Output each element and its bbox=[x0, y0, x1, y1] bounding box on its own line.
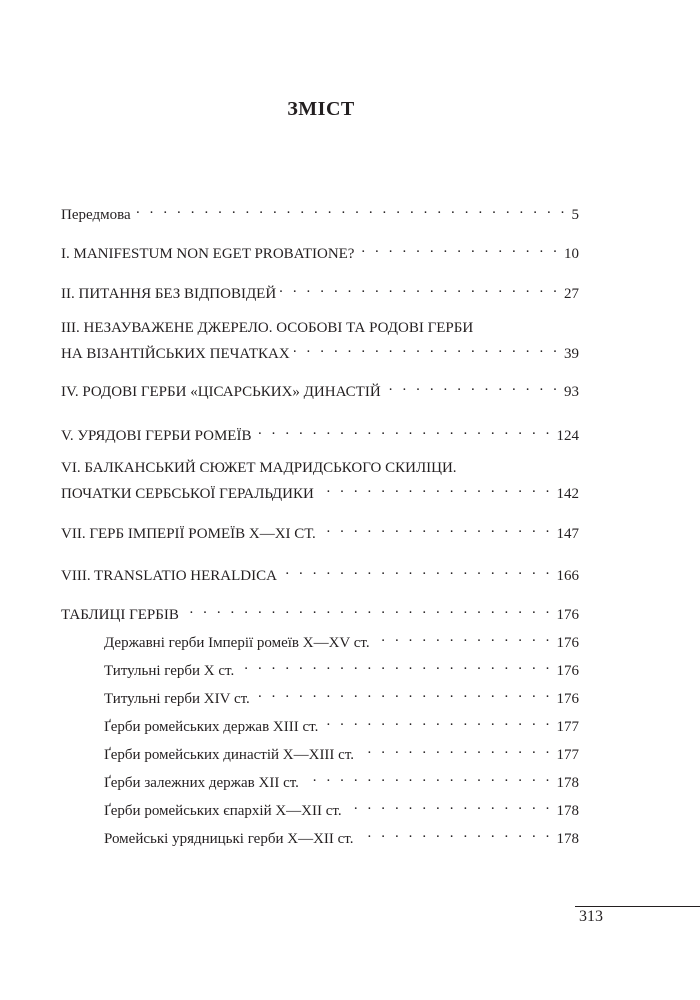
toc-subentry[interactable] bbox=[104, 655, 579, 681]
toc-subentry[interactable] bbox=[104, 627, 579, 653]
toc-entry[interactable] bbox=[61, 599, 579, 625]
toc-entry-text: VIII. TRANSLATIO HERALDICA bbox=[61, 568, 277, 584]
leader-dots bbox=[281, 560, 553, 580]
leader-dots bbox=[183, 599, 553, 619]
toc-entry[interactable] bbox=[61, 560, 579, 586]
leader-dots bbox=[374, 627, 553, 647]
toc-page-number: 178 bbox=[556, 775, 579, 791]
page-title: ЗМІСТ bbox=[287, 98, 355, 120]
toc-page-number: 178 bbox=[556, 831, 579, 847]
toc-subentry[interactable] bbox=[104, 739, 579, 765]
toc-entry-text: VII. ГЕРБ ІМПЕРІЇ РОМЕЇВ X—XI СТ. bbox=[61, 526, 316, 542]
toc-page-number: 5 bbox=[571, 207, 579, 223]
toc-entry-text: VI. БАЛКАНСЬКИЙ СЮЖЕТ МАДРИДСЬКОГО СКИЛІЦИ. bbox=[61, 460, 457, 476]
toc-entry[interactable] bbox=[61, 318, 579, 364]
toc-subentry-text: Ромейські урядницькі герби X—XII ст. bbox=[104, 831, 354, 847]
toc-page-number: 176 bbox=[556, 691, 579, 707]
leader-dots bbox=[318, 478, 553, 498]
toc-subentry-text: Титульні герби XIV ст. bbox=[104, 691, 250, 707]
page-number: 313 bbox=[579, 908, 603, 925]
leader-dots bbox=[280, 278, 560, 298]
leader-dots bbox=[294, 338, 560, 358]
leader-dots bbox=[385, 376, 560, 396]
leader-dots bbox=[320, 518, 553, 538]
toc-subentry[interactable] bbox=[104, 683, 579, 709]
toc-entry[interactable] bbox=[61, 518, 579, 544]
toc-entry-text: III. НЕЗАУВАЖЕНЕ ДЖЕРЕЛО. ОСОБОВІ ТА РОДОВІ ГЕРБИ bbox=[61, 320, 474, 336]
toc-page-number: 176 bbox=[556, 635, 579, 651]
toc-page-number: 177 bbox=[556, 747, 579, 763]
toc-subentry-text: Ґерби ромейських єпархій X—XII ст. bbox=[104, 803, 342, 819]
toc-subentry-text: Ґерби залежних держав XII ст. bbox=[104, 775, 299, 791]
toc-entry[interactable] bbox=[61, 238, 579, 264]
toc-entry-text: ТАБЛИЦІ ГЕРБІВ bbox=[61, 607, 179, 623]
toc-entry[interactable] bbox=[61, 278, 579, 304]
toc-entry-text-continued: НА ВІЗАНТІЙСЬКИХ ПЕЧАТКАХ bbox=[61, 346, 290, 362]
toc-entry-text: IV. РОДОВІ ГЕРБИ «ЦІСАРСЬКИХ» ДИНАСТІЙ bbox=[61, 384, 381, 400]
leader-dots bbox=[254, 683, 553, 703]
toc-subentry-text: Державні герби Імперії ромеїв X—XV ст. bbox=[104, 635, 370, 651]
leader-dots bbox=[255, 420, 552, 440]
toc-page-number: 147 bbox=[556, 526, 579, 542]
leader-dots bbox=[238, 655, 552, 675]
leader-dots bbox=[358, 823, 553, 843]
toc-entry[interactable] bbox=[61, 420, 579, 446]
folio-rule bbox=[575, 906, 700, 907]
toc-subentry-text: Титульні герби X ст. bbox=[104, 663, 235, 679]
toc-entry-text: Передмова bbox=[61, 207, 131, 223]
toc-entry-text: II. ПИТАННЯ БЕЗ ВІДПОВІДЕЙ bbox=[61, 286, 277, 302]
toc-subentry-text: Ґерби ромейських держав XIII ст. bbox=[104, 719, 319, 735]
toc-page-number: 142 bbox=[556, 486, 579, 502]
toc-page-number: 177 bbox=[556, 719, 579, 735]
toc-entry-text: V. УРЯДОВІ ГЕРБИ РОМЕЇВ bbox=[61, 428, 252, 444]
toc-subentry[interactable] bbox=[104, 767, 579, 793]
toc-page-number: 27 bbox=[564, 286, 579, 302]
toc-subentry[interactable] bbox=[104, 823, 579, 849]
leader-dots bbox=[303, 767, 553, 787]
toc-entry-text-continued: ПОЧАТКИ СЕРБСЬКОЇ ГЕРАЛЬДИКИ bbox=[61, 486, 314, 502]
toc-entry[interactable] bbox=[61, 376, 579, 402]
toc-page-number: 93 bbox=[564, 384, 579, 400]
toc-page-number: 166 bbox=[556, 568, 579, 584]
toc-page-number: 178 bbox=[556, 803, 579, 819]
leader-dots bbox=[135, 199, 568, 219]
toc-subentry[interactable] bbox=[104, 795, 579, 821]
toc-entry-text: I. MANIFESTUM NON EGET PROBATIONE? bbox=[61, 246, 355, 262]
toc-subentry-text: Ґерби ромейських династій X—XIII ст. bbox=[104, 747, 355, 763]
toc-page-number: 176 bbox=[556, 663, 579, 679]
leader-dots bbox=[358, 238, 560, 258]
toc-page-number: 124 bbox=[556, 428, 579, 444]
toc-page-number: 39 bbox=[564, 346, 579, 362]
leader-dots bbox=[358, 739, 552, 759]
toc-page-number: 10 bbox=[564, 246, 579, 262]
toc-entry[interactable] bbox=[61, 199, 579, 225]
toc-entry[interactable] bbox=[61, 458, 579, 504]
leader-dots bbox=[322, 711, 552, 731]
toc-subentry[interactable] bbox=[104, 711, 579, 737]
toc-page-number: 176 bbox=[556, 607, 579, 623]
leader-dots bbox=[346, 795, 553, 815]
